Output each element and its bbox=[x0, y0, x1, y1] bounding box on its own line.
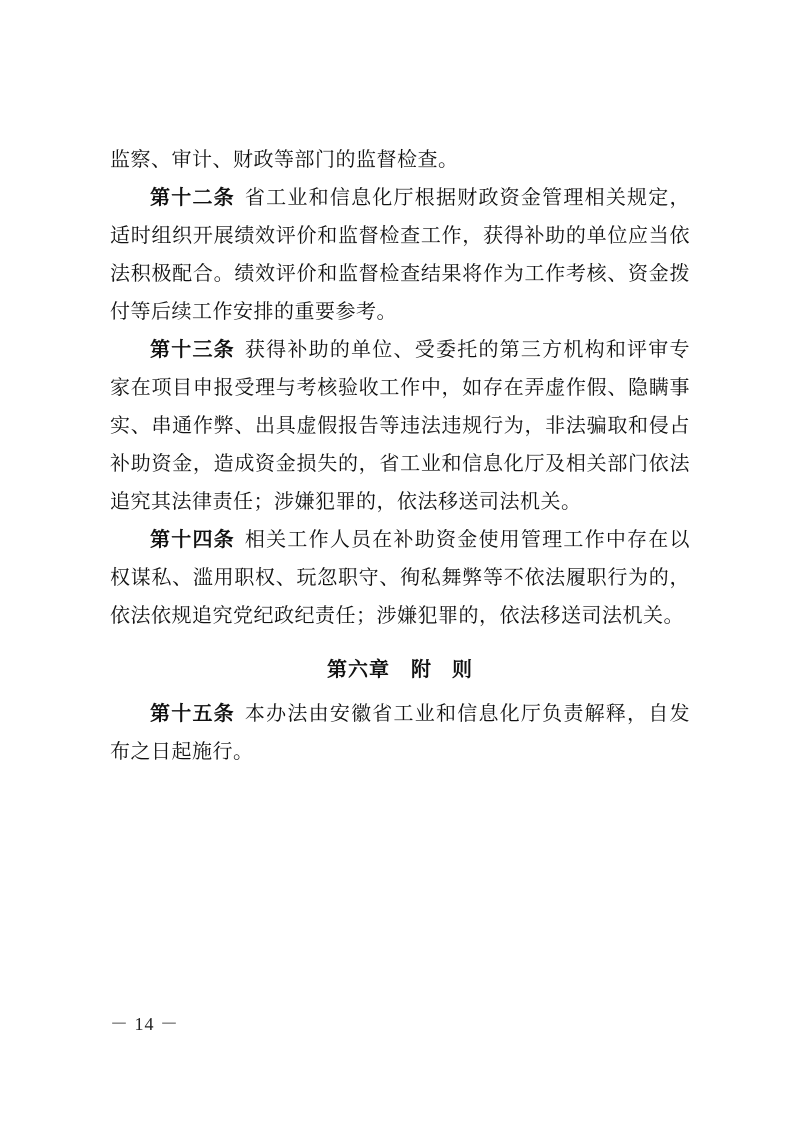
article-15-text: 本办法由安徽省工业和信息化厅负责解释，自发布之日起施行。 bbox=[110, 701, 691, 763]
article-12-label: 第十二条 bbox=[150, 185, 235, 209]
article-13-text: 获得补助的单位、受委托的第三方机构和评审专家在项目申报受理与考核验收工作中，如存在弄虚作假、隐瞒事实、串通作弊、出具虚假报告等违法违规行为，非法骗取和侵占补助资金，造成资金损失的，省工业和信息化厅及相关部门依法追究其法律责任；涉嫌犯罪的，依法移送司法机关。 bbox=[110, 337, 691, 513]
article-15-label: 第十五条 bbox=[150, 701, 235, 725]
paragraph-text: 监察、审计、财政等部门的监督检查。 bbox=[110, 147, 459, 171]
article-15-paragraph bbox=[110, 694, 690, 770]
article-14-paragraph bbox=[110, 520, 690, 634]
paragraph-continuation bbox=[110, 140, 690, 178]
article-13-label: 第十三条 bbox=[150, 337, 235, 361]
page-number: － 14 － bbox=[110, 1014, 179, 1034]
article-14-label: 第十四条 bbox=[150, 527, 235, 551]
article-12-text: 省工业和信息化厅根据财政资金管理相关规定，适时组织开展绩效评价和监督检查工作，获得补助的单位应当依法积极配合。绩效评价和监督检查结果将作为工作考核、资金拨付等后续工作安排的重要参考。 bbox=[110, 185, 691, 323]
article-12-paragraph bbox=[110, 178, 690, 330]
article-14-text: 相关工作人员在补助资金使用管理工作中存在以权谋私、滥用职权、玩忽职守、徇私舞弊等不依法履职行为的，依法依规追究党纪政纪责任；涉嫌犯罪的，依法移送司法机关。 bbox=[110, 527, 691, 627]
document-body bbox=[110, 140, 690, 770]
chapter-heading: 第六章 附 则 bbox=[327, 657, 473, 681]
article-13-paragraph bbox=[110, 330, 690, 520]
